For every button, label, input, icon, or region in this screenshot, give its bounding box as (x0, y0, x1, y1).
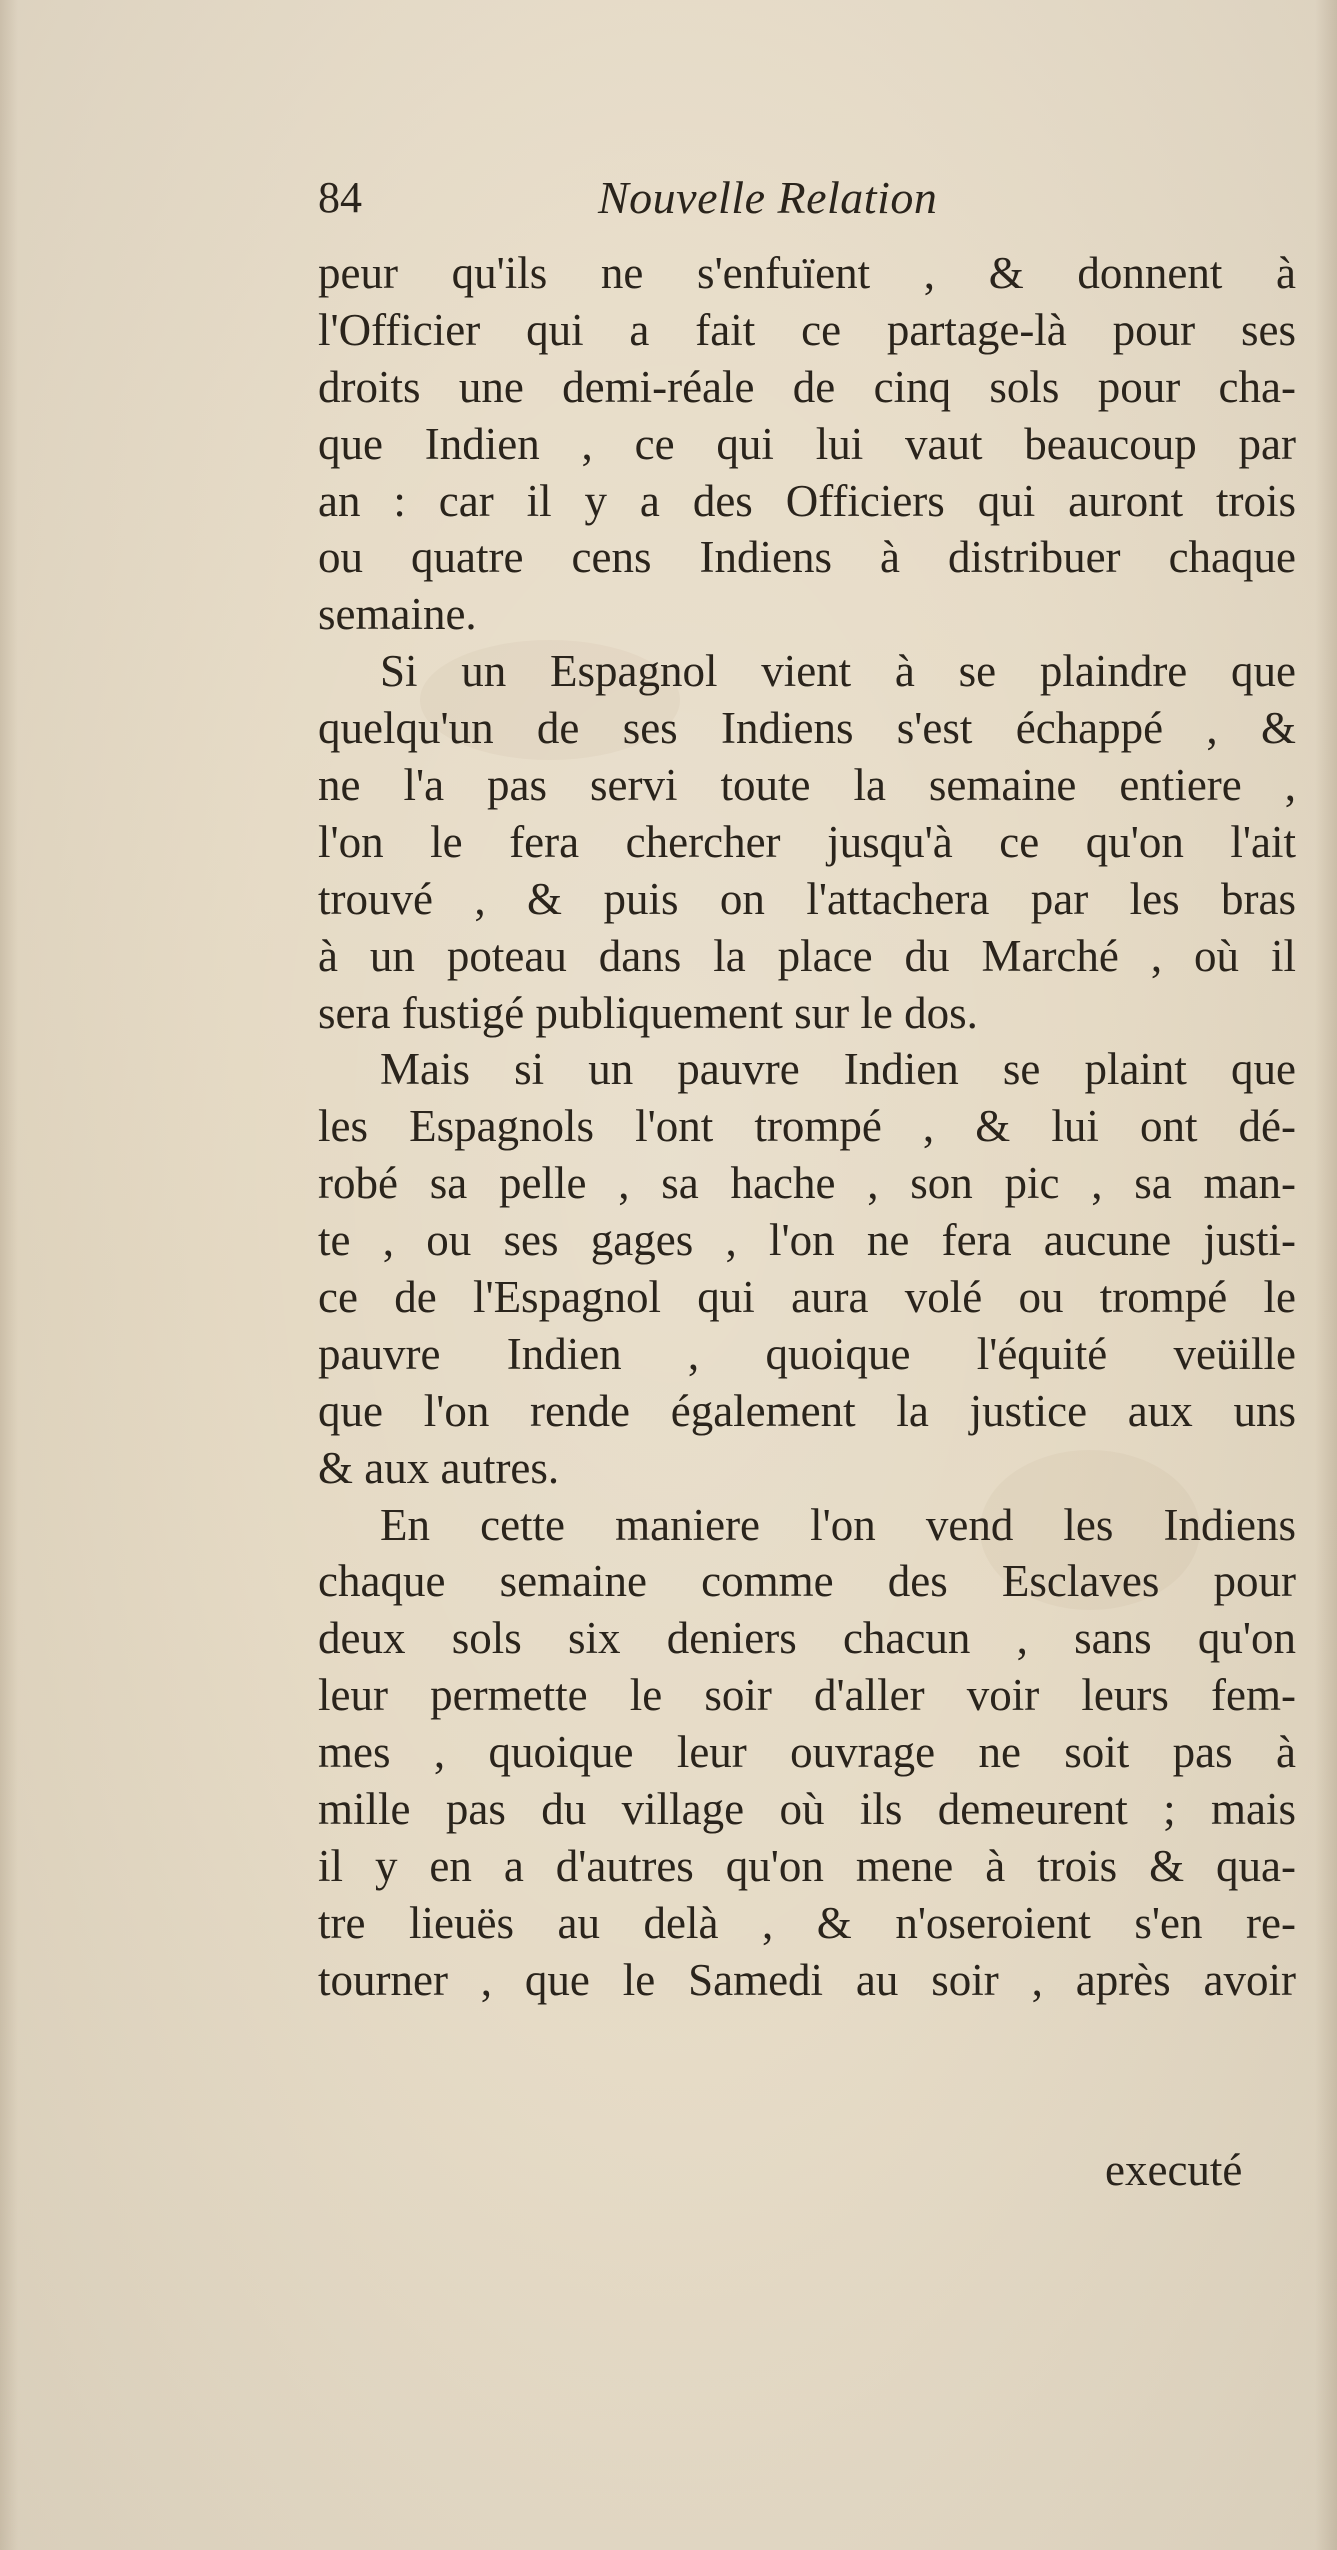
page-header (318, 168, 1038, 228)
running-title: Nouvelle Relation (598, 172, 938, 223)
text-line: peur qu'ils ne s'enfuïent , & donnent à (318, 248, 1296, 298)
text-line: à un poteau dans la place du Marché , où il (318, 930, 1296, 981)
text-line: ou quatre cens Indiens à distribuer chaque (318, 532, 1296, 583)
text-line: an : car il y a des Officiers qui auront trois (318, 475, 1296, 526)
text-line: les Espagnols l'ont trompé , & lui ont dé- (318, 1101, 1296, 1152)
text-line: quelqu'un de ses Indiens s'est échappé , & (318, 703, 1296, 754)
text-line: tourner , que le Samedi au soir , après avoir (318, 1954, 1296, 2005)
text-line: mille pas du village où ils demeurent ; mais (318, 1784, 1296, 1835)
text-line: droits une demi-réale de cinq sols pour cha- (318, 361, 1296, 412)
text-line: semaine. (318, 589, 477, 640)
page-number: 84 (318, 173, 362, 222)
text-line: il y en a d'autres qu'on mene à trois & qua- (318, 1840, 1296, 1891)
text-line: & aux autres. (318, 1442, 560, 1493)
paragraph-start: En cette maniere l'on vend les Indiens (380, 1499, 1296, 1550)
text-line: ce de l'Espagnol qui aura volé ou trompé le (318, 1272, 1296, 1323)
text-line: leur permette le soir d'aller voir leurs fem- (318, 1670, 1296, 1721)
page-left-edge (0, 0, 18, 2550)
text-line: chaque semaine comme des Esclaves pour (318, 1556, 1296, 1607)
text-line: robé sa pelle , sa hache , son pic , sa man- (318, 1158, 1296, 1209)
text-line: l'Officier qui a fait ce partage-là pour ses (318, 304, 1296, 355)
text-line: l'on le fera chercher jusqu'à ce qu'on l'ait (318, 816, 1296, 867)
body-text (318, 245, 1296, 2009)
text-line: que l'on rende également la justice aux uns (318, 1385, 1296, 1436)
text-line: pauvre Indien , quoique l'équité veüille (318, 1328, 1296, 1379)
text-line: sera fustigé publiquement sur le dos. (318, 987, 978, 1038)
text-line: ne l'a pas servi toute la semaine entiere , (318, 760, 1296, 811)
text-line: tre lieuës au delà , & n'oseroient s'en re- (318, 1897, 1296, 1948)
text-line: mes , quoique leur ouvrage ne soit pas à (318, 1727, 1296, 1778)
text-line: trouvé , & puis on l'attachera par les bras (318, 873, 1296, 924)
text-line: deux sols six deniers chacun , sans qu'on (318, 1613, 1296, 1664)
paragraph-start: Si un Espagnol vient à se plaindre que (380, 646, 1296, 697)
catchword: executé (1105, 2145, 1243, 2195)
text-line: que Indien , ce qui lui vaut beaucoup par (318, 418, 1296, 469)
page-right-edge (1315, 0, 1337, 2550)
paragraph-start: Mais si un pauvre Indien se plaint que (380, 1044, 1296, 1095)
text-line: te , ou ses gages , l'on ne fera aucune justi- (318, 1215, 1296, 1266)
